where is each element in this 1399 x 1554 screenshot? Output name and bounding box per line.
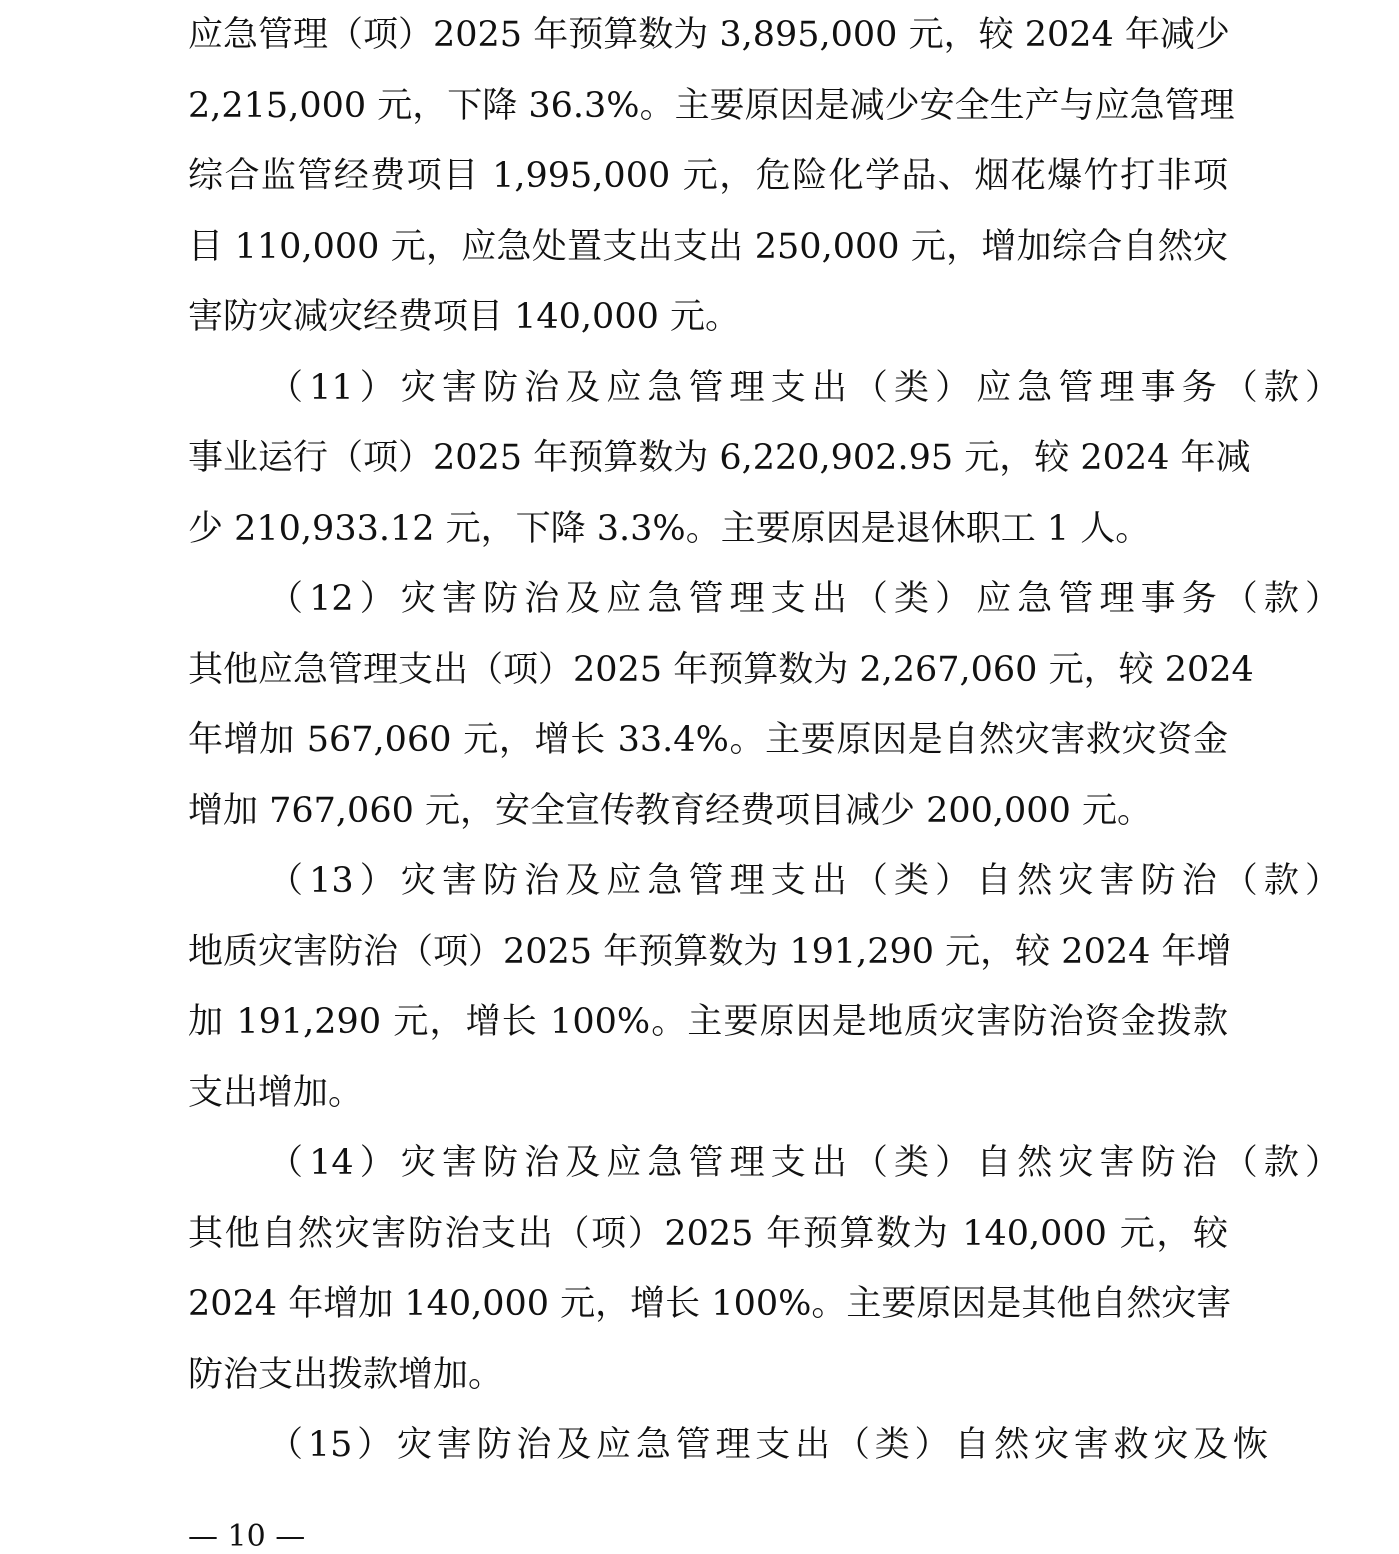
text-line: 其他自然灾害防治支出（项）2025 年预算数为 140,000 元，较 bbox=[188, 1213, 1228, 1254]
body-text bbox=[188, 0, 1340, 1481]
text-line: 少 210,933.12 元，下降 3.3%。主要原因是退休职工 1 人。 bbox=[188, 508, 1151, 549]
paragraph-heading-14: （14）灾害防治及应急管理支出（类）自然灾害防治（款） bbox=[268, 1143, 1340, 1183]
text-line: 加 191,290 元，增长 100%。主要原因是地质灾害防治资金拨款 bbox=[188, 1002, 1228, 1042]
text-line: 综合监管经费项目 1,995,000 元，危险化学品、烟花爆竹打非项 bbox=[188, 156, 1228, 196]
paragraph-heading-13: （13）灾害防治及应急管理支出（类）自然灾害防治（款） bbox=[268, 861, 1340, 901]
text-line: 年增加 567,060 元，增长 33.4%。主要原因是自然灾害救灾资金 bbox=[188, 720, 1228, 760]
text-line: 防治支出拨款增加。 bbox=[188, 1354, 504, 1395]
text-line: 应急管理（项）2025 年预算数为 3,895,000 元，较 2024 年减少 bbox=[188, 15, 1230, 55]
text-line: 2024 年增加 140,000 元，增长 100%。主要原因是其他自然灾害 bbox=[188, 1284, 1232, 1324]
text-line: 其他应急管理支出（项）2025 年预算数为 2,267,060 元，较 2024 bbox=[188, 649, 1254, 690]
page-number: — 10 — bbox=[188, 1519, 306, 1554]
text-line: 害防灾减灾经费项目 140,000 元。 bbox=[188, 297, 740, 337]
text-line: 支出增加。 bbox=[188, 1072, 364, 1113]
paragraph-heading-11: （11）灾害防治及应急管理支出（类）应急管理事务（款） bbox=[268, 367, 1340, 408]
text-line: 地质灾害防治（项）2025 年预算数为 191,290 元，较 2024 年增 bbox=[188, 931, 1232, 972]
paragraph-heading-12: （12）灾害防治及应急管理支出（类）应急管理事务（款） bbox=[268, 579, 1340, 619]
text-line: 增加 767,060 元，安全宣传教育经费项目减少 200,000 元。 bbox=[188, 790, 1152, 831]
text-line: 目 110,000 元，应急处置支出支出 250,000 元，增加综合自然灾 bbox=[188, 226, 1228, 267]
paragraph-heading-15: （15）灾害防治及应急管理支出（类）自然灾害救灾及恢 bbox=[268, 1425, 1268, 1465]
text-line: 2,215,000 元，下降 36.3%。主要原因是减少安全生产与应急管理 bbox=[188, 85, 1235, 126]
text-line: 事业运行（项）2025 年预算数为 6,220,902.95 元，较 2024 年减 bbox=[188, 438, 1251, 478]
